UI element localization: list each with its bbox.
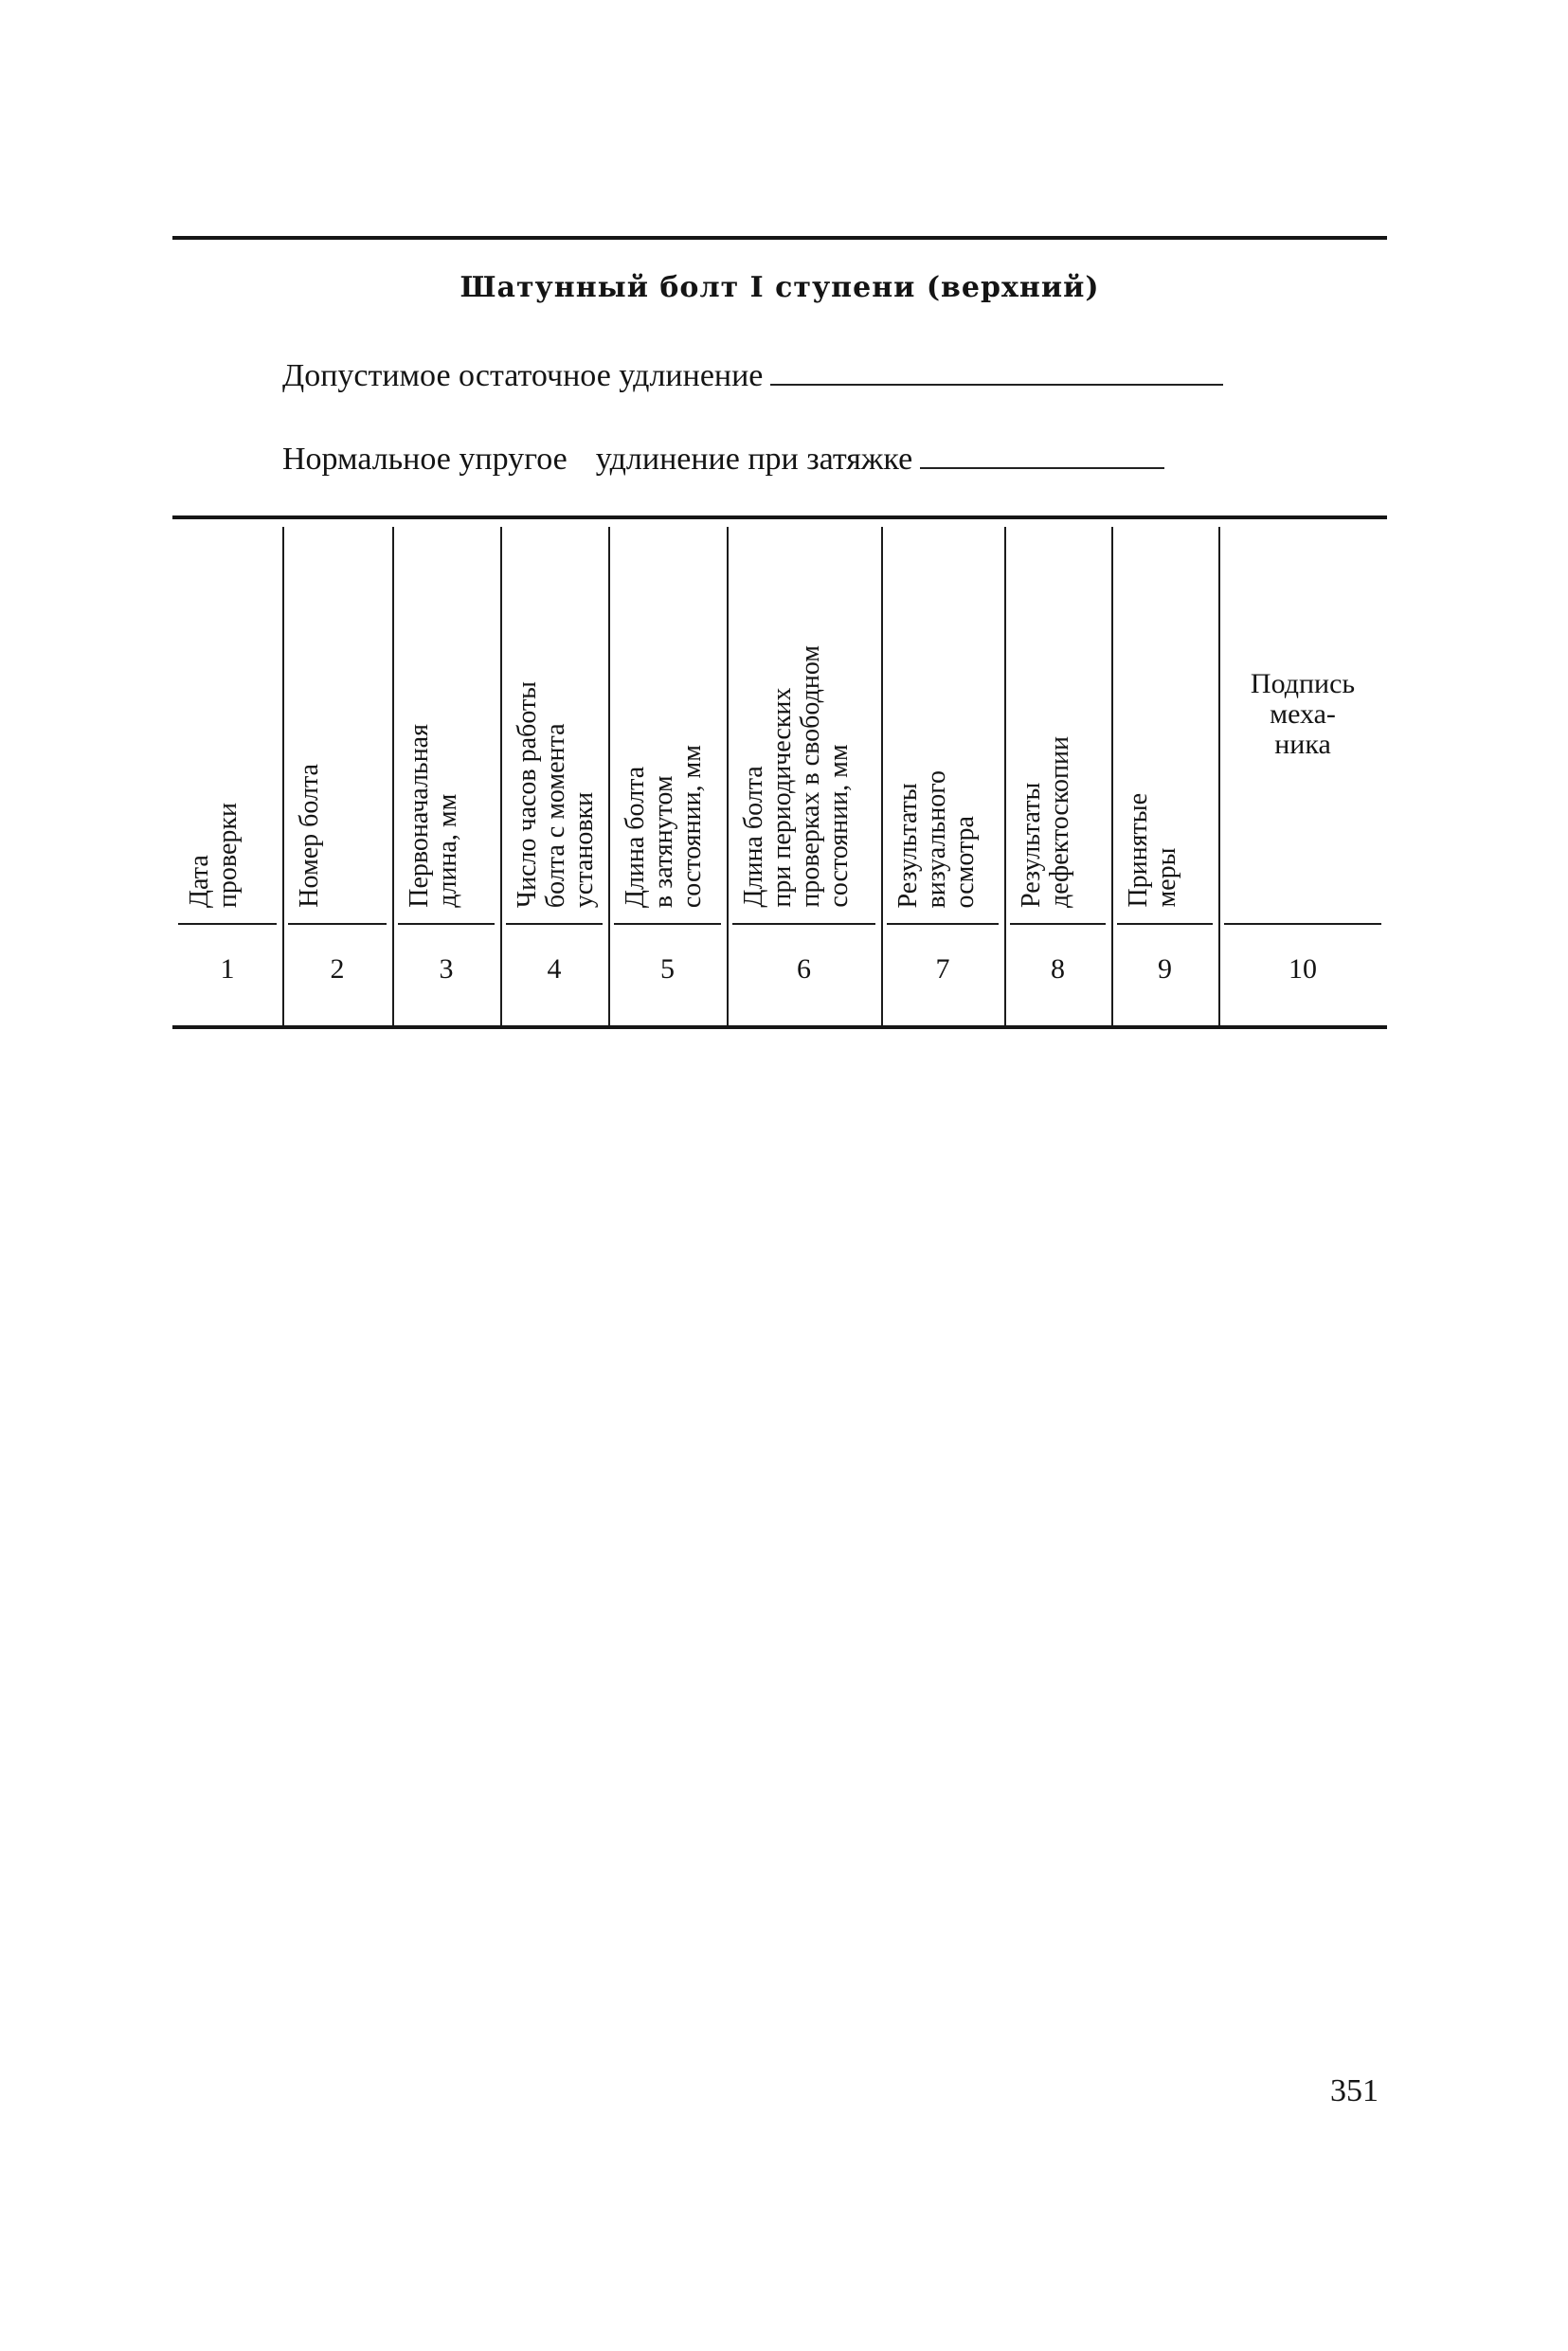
header-rule [288,923,387,925]
header-rule [506,923,603,925]
allowed-elongation-blank [770,359,1223,386]
elastic-elongation-blank [920,443,1164,469]
inspection-table [172,515,1387,1029]
column-header-10 [1218,527,1387,923]
elastic-elongation-field [282,442,1164,478]
column-number: 10 [1289,953,1317,985]
column-header-text: Результаты дефектоскопии [1017,736,1074,908]
column-header-2 [282,527,392,923]
header-rule [1117,923,1213,925]
column-header-9 [1111,527,1218,923]
header-rule [887,923,999,925]
column-header-3 [392,527,500,923]
column-header-text: Длина болта в затянутом состоянии, мм [621,744,707,908]
header-rule [1224,923,1381,925]
column-header-1 [172,527,282,923]
header-rule [398,923,495,925]
column-number: 7 [935,953,950,985]
column-header-text: Подпись меха- ника [1250,668,1356,760]
elastic-elongation-label-suffix: удлинение при затяжке [595,442,913,477]
column-header-text: Длина болта при периодических проверках в свободном состоянии, мм [739,645,854,908]
allowed-elongation-field [282,358,1223,394]
column-header-8 [1004,527,1111,923]
column-header-text: Номер болта [295,764,324,908]
table-top-rule [172,515,1387,519]
header-rule [614,923,721,925]
column-number: 8 [1051,953,1065,985]
column-number: 3 [439,953,454,985]
header-rule [1010,923,1106,925]
column-header-text: Дата проверки [185,802,243,908]
column-number: 5 [660,953,675,985]
top-rule [172,236,1387,240]
allowed-elongation-label: Допустимое остаточное удлинение [282,358,764,393]
column-header-7 [881,527,1004,923]
column-header-text: Первоначальная длина, мм [405,724,462,908]
column-number: 6 [797,953,811,985]
column-header-6 [727,527,881,923]
column-header-text: Результаты визуального осмотра [893,769,980,908]
header-rule [732,923,875,925]
column-header-text: Принятые меры [1124,793,1181,908]
column-number: 4 [547,953,562,985]
column-number: 9 [1158,953,1172,985]
column-number: 1 [220,953,235,985]
elastic-elongation-label-prefix: Нормальное упругое [282,442,568,477]
header-rule [178,923,277,925]
column-header-text: Число часов работы болта с момента установки [513,680,599,908]
page-number: 351 [1330,2073,1379,2108]
column-number: 2 [330,953,345,985]
table-title: Шатунный болт I ступени (верхний) [460,271,1100,304]
table-bottom-rule [172,1025,1387,1029]
column-header-5 [608,527,727,923]
column-header-4 [500,527,608,923]
